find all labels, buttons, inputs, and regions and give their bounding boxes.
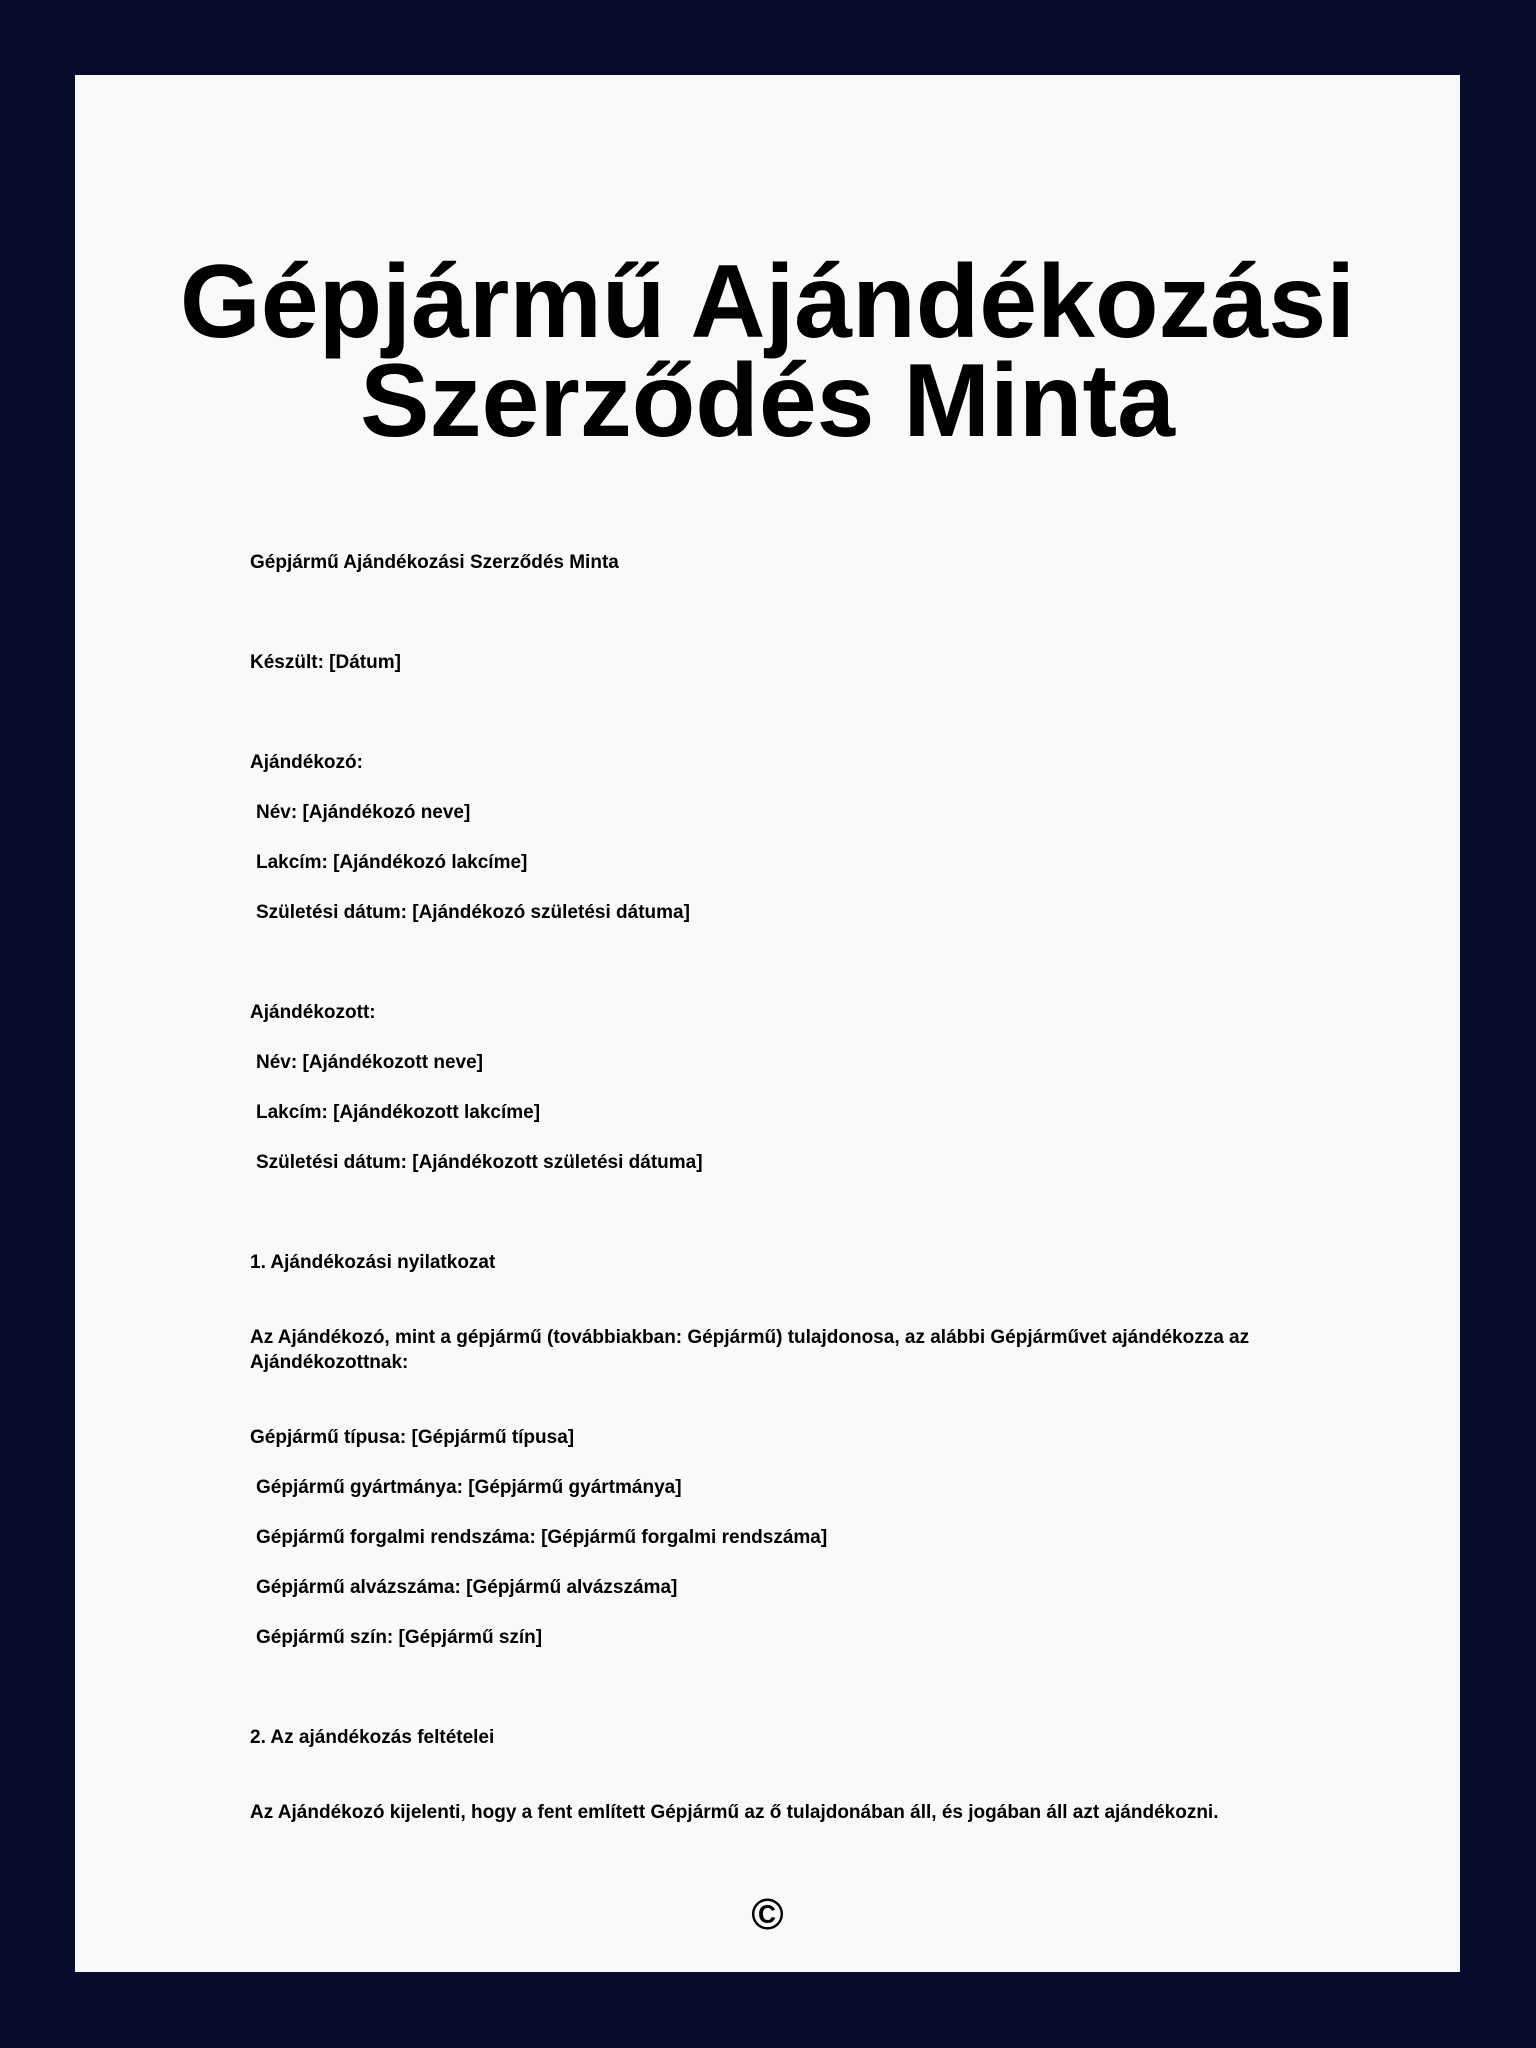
- section2-heading: 2. Az ajándékozás feltételei: [250, 1727, 495, 1748]
- page-title: Gépjármű Ajándékozási Szerződés Minta: [179, 244, 1356, 459]
- section1-text: Az Ajándékozó, mint a gépjármű (továbbiakban: Gépjármű) tulajdonosa, az alábbi Gépjárművet ajándékozza az Ajándékozottnak:: [250, 1327, 1254, 1373]
- donee-address: Lakcím: [Ajándékozott lakcíme]: [256, 1102, 541, 1123]
- vehicle-make: Gépjármű gyártmánya: [Gépjármű gyártmánya]: [256, 1477, 682, 1498]
- prepared-date: Készült: [Dátum]: [250, 652, 401, 673]
- section1-heading: 1. Ajándékozási nyilatkozat: [250, 1252, 496, 1273]
- vehicle-type: Gépjármű típusa: [Gépjármű típusa]: [250, 1427, 575, 1448]
- copyright-icon: ©: [751, 1890, 784, 1939]
- donor-address: Lakcím: [Ajándékozó lakcíme]: [256, 852, 528, 873]
- vehicle-chassis: Gépjármű alvázszáma: [Gépjármű alvázszáma]: [256, 1577, 678, 1598]
- donee-birthdate: Születési dátum: [Ajándékozott születési dátuma]: [256, 1152, 703, 1173]
- donor-label: Ajándékozó:: [250, 752, 363, 773]
- document-heading: Gépjármű Ajándékozási Szerződés Minta: [250, 552, 619, 573]
- section2-text: Az Ajándékozó kijelenti, hogy a fent említett Gépjármű az ő tulajdonában áll, és jogában áll azt ajándékozni.: [250, 1802, 1219, 1823]
- donor-birthdate: Születési dátum: [Ajándékozó születési dátuma]: [256, 902, 690, 923]
- donor-name: Név: [Ajándékozó neve]: [256, 802, 471, 823]
- vehicle-color: Gépjármű szín: [Gépjármű szín]: [256, 1627, 543, 1648]
- vehicle-plate: Gépjármű forgalmi rendszáma: [Gépjármű forgalmi rendszáma]: [256, 1527, 828, 1548]
- donee-name: Név: [Ajándékozott neve]: [256, 1052, 483, 1073]
- document-page: [75, 75, 1460, 1972]
- donee-label: Ajándékozott:: [250, 1002, 376, 1023]
